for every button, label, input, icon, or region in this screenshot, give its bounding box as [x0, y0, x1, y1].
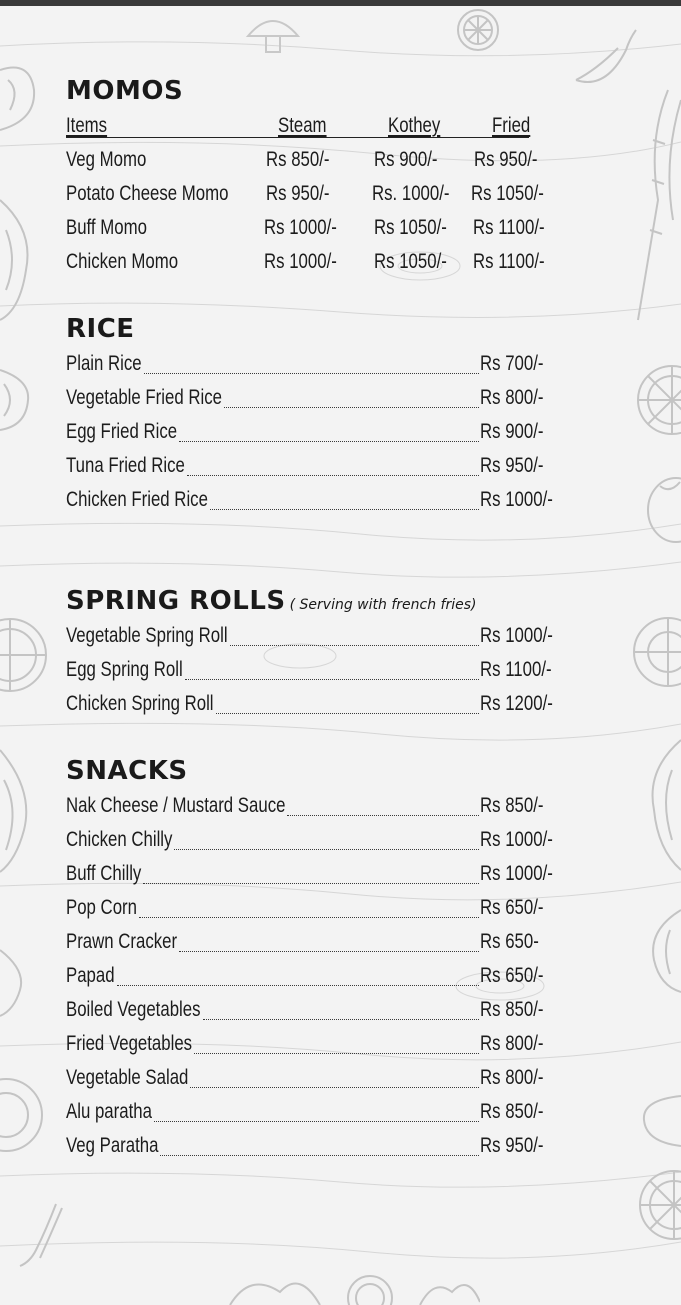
momo-name: Chicken Momo — [66, 250, 179, 273]
menu-item-name: Fried Vegetables — [66, 1032, 193, 1055]
menu-item-name: Chicken Spring Roll — [66, 692, 214, 715]
menu-item-name: Vegetable Salad — [66, 1066, 189, 1089]
menu-item-name: Veg Paratha — [66, 1134, 159, 1157]
momos-table-header — [66, 114, 546, 138]
dot-leader — [224, 407, 479, 408]
pepper-doodle-icon — [0, 190, 40, 330]
menu-item-row — [66, 624, 566, 650]
rice-section-title: RICE — [66, 314, 135, 344]
menu-item-price: Rs 1200/- — [480, 692, 553, 715]
orange-slice-doodle-icon — [632, 355, 681, 445]
dot-leader — [174, 849, 479, 850]
menu-item-price: Rs 800/- — [480, 1032, 544, 1055]
menu-item-price: Rs 800/- — [480, 386, 544, 409]
menu-item-price: Rs 950/- — [480, 454, 544, 477]
momos-header-underline — [66, 137, 529, 138]
dot-leader — [287, 815, 479, 816]
leaf-doodle-icon — [0, 740, 40, 880]
dot-leader — [203, 1019, 479, 1020]
menu-item-name: Boiled Vegetables — [66, 998, 201, 1021]
menu-item-price: Rs 1000/- — [480, 624, 553, 647]
momo-row — [66, 148, 566, 174]
menu-item-price: Rs 850/- — [480, 1100, 544, 1123]
momo-steam-price: Rs 850/- — [266, 148, 330, 171]
menu-item-row — [66, 862, 566, 888]
dot-leader — [144, 373, 479, 374]
menu-item-row — [66, 1100, 566, 1126]
snacks-section-title: SNACKS — [66, 756, 188, 786]
items-column-header: Items — [66, 114, 108, 137]
dot-leader — [179, 441, 479, 442]
pepper-slice-doodle-icon — [632, 1090, 681, 1150]
menu-item-row — [66, 1032, 566, 1058]
menu-item-row — [66, 692, 566, 718]
shrimp-doodle-icon — [640, 900, 681, 1000]
menu-item-row — [66, 1134, 566, 1160]
menu-item-name: Nak Cheese / Mustard Sauce — [66, 794, 286, 817]
dot-leader — [194, 1053, 479, 1054]
menu-item-row — [66, 658, 566, 684]
momo-row — [66, 216, 566, 242]
menu-item-row — [66, 964, 566, 990]
momo-steam-price: Rs 1000/- — [264, 216, 337, 239]
dot-leader — [187, 475, 479, 476]
menu-item-price: Rs 1000/- — [480, 488, 553, 511]
vegetable-doodle-icon — [0, 50, 50, 140]
vegetables-bottom-doodle-icon — [220, 1262, 480, 1305]
menu-item-price: Rs 650- — [480, 930, 539, 953]
menu-item-name: Prawn Cracker — [66, 930, 178, 953]
dot-leader — [143, 883, 479, 884]
momos-section-title: MOMOS — [66, 76, 184, 106]
menu-item-name: Egg Fried Rice — [66, 420, 178, 443]
momo-name: Potato Cheese Momo — [66, 182, 229, 205]
spring-rolls-section-title — [66, 586, 476, 616]
menu-item-name: Plain Rice — [66, 352, 142, 375]
menu-item-price: Rs 1100/- — [480, 658, 552, 681]
momo-kothey-price: Rs 1050/- — [374, 250, 447, 273]
menu-item-price: Rs 650/- — [480, 896, 544, 919]
menu-item-price: Rs 1000/- — [480, 862, 553, 885]
spring-rolls-title-text: SPRING ROLLS — [66, 586, 286, 616]
dot-leader — [210, 509, 479, 510]
dot-leader — [160, 1155, 479, 1156]
menu-item-name: Egg Spring Roll — [66, 658, 183, 681]
menu-item-row — [66, 420, 566, 446]
carrot-doodle-icon — [628, 80, 681, 330]
dot-leader — [139, 917, 479, 918]
menu-item-row — [66, 930, 566, 956]
menu-item-price: Rs 850/- — [480, 794, 544, 817]
menu-item-row — [66, 896, 566, 922]
tomato-doodle-icon — [640, 470, 681, 550]
momo-fried-price: Rs 950/- — [474, 148, 538, 171]
chili-bottom-doodle-icon — [16, 1200, 66, 1270]
menu-item-row — [66, 454, 566, 480]
menu-item-name: Papad — [66, 964, 115, 987]
spring-rolls-serving-note: ( Serving with french fries) — [289, 597, 477, 613]
grater-doodle-icon — [624, 600, 681, 700]
menu-item-name: Pop Corn — [66, 896, 137, 919]
momo-kothey-price: Rs 900/- — [374, 148, 438, 171]
lemon-doodle-icon — [0, 600, 50, 710]
menu-item-name: Chicken Chilly — [66, 828, 173, 851]
dot-leader — [216, 713, 479, 714]
orange-slice-bottom-doodle-icon — [632, 1160, 681, 1250]
momo-fried-price: Rs 1050/- — [471, 182, 544, 205]
menu-item-row — [66, 998, 566, 1024]
herb-doodle-icon — [632, 730, 681, 880]
menu-item-price: Rs 1000/- — [480, 828, 553, 851]
mushroom-doodle-icon — [238, 6, 308, 56]
fried-column-header: Fried — [492, 114, 531, 137]
menu-item-name: Chicken Fried Rice — [66, 488, 208, 511]
dot-leader — [154, 1121, 479, 1122]
garlic-doodle-icon — [0, 350, 40, 440]
menu-item-row — [66, 794, 566, 820]
momo-row — [66, 182, 566, 208]
menu-item-row — [66, 352, 566, 378]
lemon-slice-doodle-icon — [448, 8, 508, 58]
menu-item-price: Rs 650/- — [480, 964, 544, 987]
menu-item-price: Rs 800/- — [480, 1066, 544, 1089]
menu-item-name: Tuna Fried Rice — [66, 454, 185, 477]
kothey-column-header: Kothey — [388, 114, 441, 137]
dot-leader — [185, 679, 479, 680]
menu-item-row — [66, 828, 566, 854]
menu-item-row — [66, 386, 566, 412]
menu-item-name: Alu paratha — [66, 1100, 152, 1123]
menu-item-name: Vegetable Spring Roll — [66, 624, 228, 647]
momo-row — [66, 250, 566, 276]
onion-doodle-icon — [0, 940, 30, 1020]
momo-fried-price: Rs 1100/- — [473, 216, 545, 239]
momo-steam-price: Rs 1000/- — [264, 250, 337, 273]
momo-steam-price: Rs 950/- — [266, 182, 330, 205]
menu-item-price: Rs 700/- — [480, 352, 544, 375]
steam-column-header: Steam — [278, 114, 327, 137]
menu-item-row — [66, 488, 566, 514]
menu-item-price: Rs 950/- — [480, 1134, 544, 1157]
menu-item-name: Buff Chilly — [66, 862, 142, 885]
menu-item-price: Rs 850/- — [480, 998, 544, 1021]
momo-kothey-price: Rs. 1000/- — [372, 182, 450, 205]
dot-leader — [230, 645, 479, 646]
menu-item-price: Rs 900/- — [480, 420, 544, 443]
momo-fried-price: Rs 1100/- — [473, 250, 545, 273]
momo-name: Veg Momo — [66, 148, 147, 171]
cabbage-doodle-icon — [0, 1060, 44, 1170]
dot-leader — [179, 951, 479, 952]
dot-leader — [190, 1087, 479, 1088]
menu-item-row — [66, 1066, 566, 1092]
momo-name: Buff Momo — [66, 216, 147, 239]
momo-kothey-price: Rs 1050/- — [374, 216, 447, 239]
menu-item-name: Vegetable Fried Rice — [66, 386, 222, 409]
dot-leader — [117, 985, 479, 986]
